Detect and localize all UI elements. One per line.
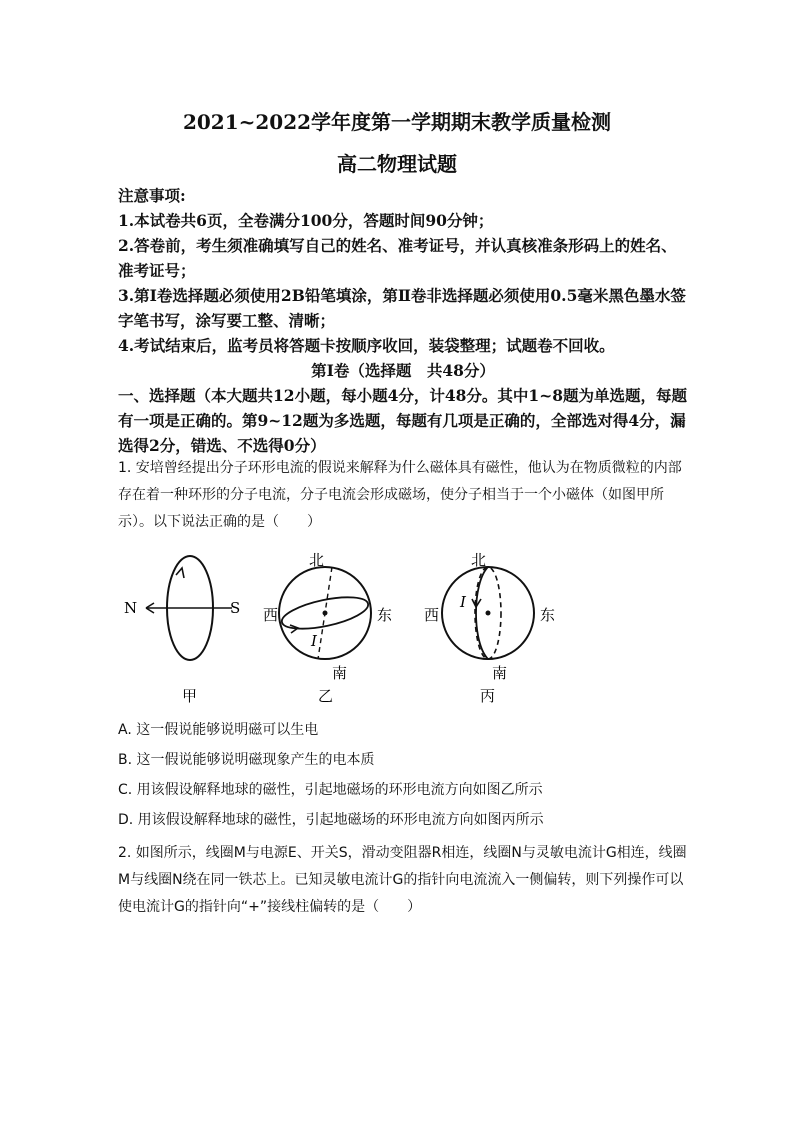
question-1-figure — [110, 548, 556, 708]
section-instruction: 一、选择题（本大题共12小题，每小题4分，计48分。其中1~8题为单选题，每题有一项是正确的。第9~12题为多选题，每题有几项是正确的，全部选对得4分，漏选得2分，错选、不选得0分） — [118, 386, 687, 455]
notes-item: 2.答卷前，考生须准确填写自己的姓名、准考证号，并认真核准条形码上的姓名、准考证号； — [118, 236, 677, 280]
label-north: N — [124, 599, 138, 617]
caption-bing: 丙 — [480, 687, 496, 705]
option-d[interactable]: D. 用该假设解释地球的磁性，引起地磁场的环形电流方向如图丙所示 — [118, 812, 544, 828]
figure-a — [124, 556, 240, 705]
label-current: I — [311, 632, 317, 650]
notes-block — [118, 183, 688, 458]
globe-center — [323, 611, 328, 616]
figure-b — [263, 551, 392, 705]
question-2-stem: 2. 如图所示，线圈M与电源E、开关S，滑动变阻器R相连，线圈N与灵敏电流计G相连，线圈M与线圈N绕在同一铁芯上。已知灵敏电流计G的指针向电流流入一侧偏转，则下列操作可以使电流计G的指针向“+”接线柱偏转的是（ ） — [118, 845, 687, 915]
label-east: 东 — [540, 606, 556, 624]
question-1-stem: 1. 安培曾经提出分子环形电流的假说来解释为什么磁体具有磁性，他认为在物质微粒的内部存在着一种环形的分子电流，分子电流会形成磁场，使分子相当于一个小磁体（如图甲所示）。以下说法正确的是（ ） — [118, 460, 682, 530]
label-west: 西 — [424, 606, 440, 624]
label-south: 南 — [492, 664, 508, 682]
notes-heading: 注意事项: — [118, 186, 186, 205]
caption-jia: 甲 — [182, 687, 198, 705]
option-c[interactable]: C. 用该假设解释地球的磁性，引起地磁场的环形电流方向如图乙所示 — [118, 782, 543, 798]
label-south: S — [230, 599, 241, 617]
option-b[interactable]: B. 这一假说能够说明磁现象产生的电本质 — [118, 752, 375, 768]
section-title: 第Ⅰ卷（选择题 共48分） — [311, 361, 495, 380]
exam-title: 2021~2022学年度第一学期期末教学质量检测 — [182, 110, 612, 134]
exam-subtitle: 高二物理试题 — [337, 152, 457, 176]
label-west: 西 — [263, 606, 279, 624]
label-north: 北 — [471, 551, 487, 569]
notes-item: 4.考试结束后，监考员将答题卡按顺序收回，装袋整理；试题卷不回收。 — [118, 336, 615, 355]
notes-item: 1.本试卷共6页，全卷满分100分，答题时间90分钟； — [118, 211, 494, 230]
option-a[interactable]: A. 这一假说能够说明磁可以生电 — [118, 722, 319, 738]
label-current: I — [460, 593, 466, 611]
loop-arrow-icon — [176, 568, 184, 578]
label-north: 北 — [309, 551, 325, 569]
label-south: 南 — [332, 664, 348, 682]
notes-item: 3.第Ⅰ卷选择题必须使用2B铅笔填涂，第Ⅱ卷非选择题必须使用0.5毫米黑色墨水签字笔书写，涂写要工整、清晰； — [118, 286, 686, 330]
label-east: 东 — [377, 606, 393, 624]
globe-center — [486, 611, 491, 616]
question-1-options — [118, 715, 688, 835]
figure-c — [424, 551, 555, 705]
caption-yi: 乙 — [318, 687, 334, 705]
